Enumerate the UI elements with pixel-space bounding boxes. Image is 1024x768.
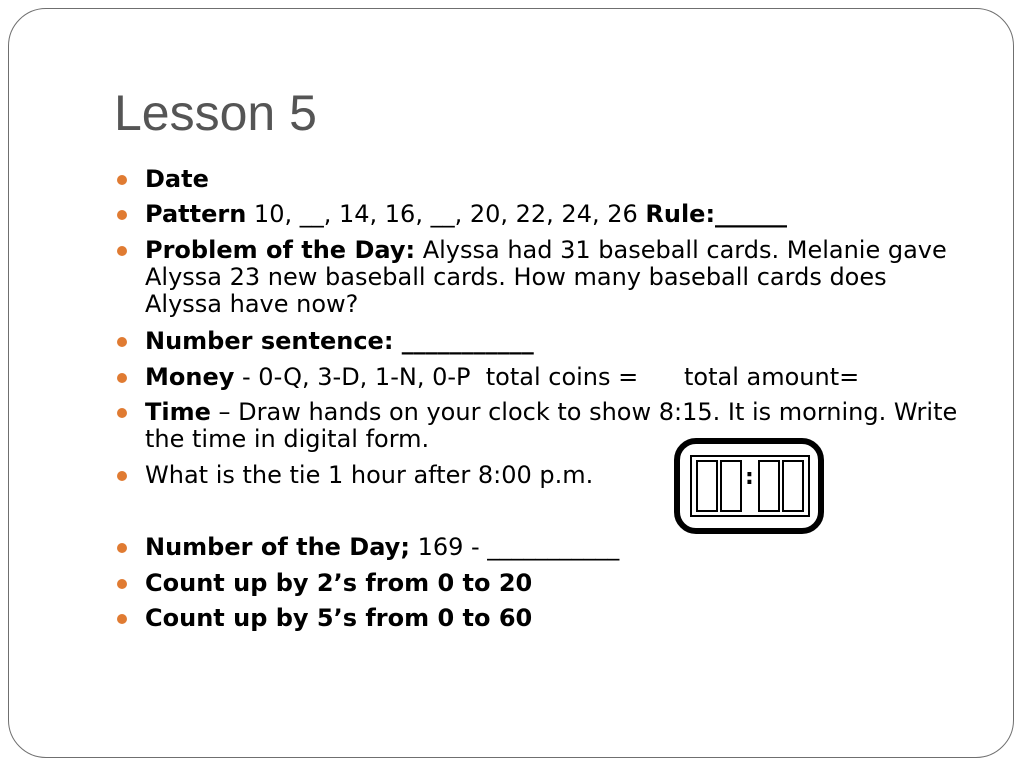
digital-clock-diagram xyxy=(674,438,824,534)
list-item-one-hour-after: What is the tie 1 hour after 8:00 p.m. xyxy=(145,462,593,489)
bullet-icon xyxy=(117,246,127,256)
slide-title: Lesson 5 xyxy=(114,85,317,141)
list-item-number-of-the-day: Number of the Day; 169 - ___________ xyxy=(145,534,619,561)
item-label: Problem of the Day: xyxy=(145,236,416,264)
bullet-icon xyxy=(117,471,127,481)
clock-digit-box xyxy=(758,460,780,512)
item-label: Number of the Day; xyxy=(145,533,410,561)
clock-colon: : xyxy=(745,465,754,490)
bullet-icon xyxy=(117,614,127,624)
list-item-number-sentence xyxy=(145,328,534,355)
list-item-date xyxy=(145,166,209,193)
item-label: Pattern xyxy=(145,200,247,228)
list-item-time: Time – Draw hands on your clock to show 8:15. It is morning. Write the time in digital form. xyxy=(145,399,965,453)
bullet-icon xyxy=(117,408,127,418)
bullet-icon xyxy=(117,210,127,220)
rule-label: Rule:______ xyxy=(645,200,788,228)
item-label: Count up by 2’s from 0 to 20 xyxy=(145,569,533,597)
list-item-money: Money - 0-Q, 3-D, 1-N, 0-P total coins = total amount= xyxy=(145,364,859,391)
item-label: Time xyxy=(145,398,211,426)
bullet-icon xyxy=(117,373,127,383)
bullet-icon xyxy=(117,543,127,553)
item-label: Money xyxy=(145,363,235,391)
item-label: Date xyxy=(145,165,209,193)
clock-digit-box xyxy=(782,460,804,512)
item-label: Number sentence: ___________ xyxy=(145,327,534,355)
item-label: Count up by 5’s from 0 to 60 xyxy=(145,604,533,632)
bullet-icon xyxy=(117,337,127,347)
list-item-pattern: Pattern 10, __, 14, 16, __, 20, 22, 24, 26 Rule:______ xyxy=(145,201,787,228)
list-item-count-by-5 xyxy=(145,605,532,632)
clock-face xyxy=(690,455,810,517)
clock-digit-box xyxy=(720,460,742,512)
bullet-icon xyxy=(117,579,127,589)
bullet-icon xyxy=(117,175,127,185)
list-item-problem-of-the-day: Problem of the Day: Alyssa had 31 baseball cards. Melanie gave Alyssa 23 new baseball cards. How many baseball cards does Alyssa have now? xyxy=(145,237,965,318)
clock-digit-box xyxy=(696,460,718,512)
list-item-count-by-2 xyxy=(145,570,532,597)
